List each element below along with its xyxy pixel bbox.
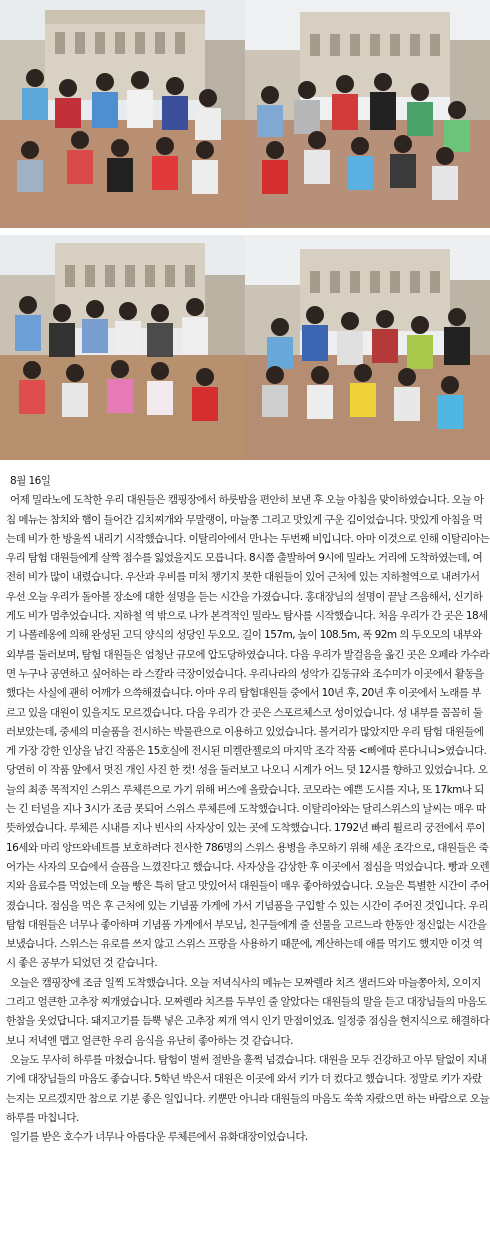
entry-date: 8월 16일 [10,475,51,487]
paragraph-3: 오늘도 무사히 하루를 마쳤습니다. 탐험이 벌써 절반을 훌쩍 넘겼습니다. 대원을 모두 건강하고 아무 탈없이 지내기에 대장님들의 마음도 좋습니다. 5학년 박은서 대원은 이곳에 와서 키가 더 컸다고 했습니다. 정말로 키가 자랐는지는 모르겠지만 참으로 기분 좋은 일입니다. 키뿐만 아니라 대원들의 마음도 쑥쑥 자랐으면 하는 바람으로 오늘 하루를 마칩니다. [6,1053,490,1124]
paragraph-2: 오늘은 캠핑장에 조금 일찍 도착했습니다. 오늘 저녁식사의 메뉴는 모짜렐라 치즈 샐러드와 마늘쫑아치, 오이지 그리고 얼큰한 고추장 찌개였습니다. 모짜렐라 치즈를 두부인 줄 알았다는 대원들의 말을 듣고 대장님들의 마음도 한참을 웃었답니다. 돼지고기를 듬뿍 넣은 고추장 찌개 역시 인기 만점이었죠. 일정중 점심을 현지식으로 해결하다 보니 저녁엔 맵고 얼큰한 우리 음식을 유난히 좋아하는 것 같습니다. [6,976,490,1047]
signature-line: 일기를 받은 호수가 너무나 아름다운 루체른에서 유화대장이었습니다. [10,1131,308,1144]
group-photo-1 [0,0,245,228]
paragraph-1: 어제 밀라노에 도착한 우리 대원들은 캠핑장에서 하룻밤을 편안히 보낸 후 오늘 아침을 맞이하였습니다. 오늘 아침 메뉴는 참치와 햄이 들어간 김치찌개와 무말랭이, 마늘쫑 그리고 맛있게 구운 김이었습니다. 맛있게 아침을 먹는데 비가 한 방울씩 내리기 시작했습니다. 이탈리아에서 만나는 두번째 비입니다. 아마 이것으로 인해 이탈리아는 우리 탐험 대원들에게 살짝 점수를 잃었을지도 모릅니다. 8시쯤 출발하여 9시에 밀라노 거리에 도착하였는데, 여전히 비가 많이 내렸습니다. 우산과 우비를 미처 챙기지 못한 대원들이 있어 근처에 있는 지하철역으로 내려가서 우선 오늘 우리가 돌아볼 장소에 대한 설명을 듣는 시간을 가졌습니다. 홍대장님의 설명이 끝날 즈음해서, 신기하게도 비가 멈추었습니다. 지하철 역 밖으로 나가 본격적인 밀라노 탐사를 시작했습니다. 처음 우리가 간 곳은 18세기 나폴레옹에 의해 완성된 고딕 양식의 성당인 두오모. 길이 157m, 높이 108.5m, 폭 92m 의 두오모의 내부와 외부를 둘러보며, 탐험 대원들은 엄청난 규모에 압도당하였습니다. 다음 우리가 발걸음을 옮긴 곳은 오페라 가수라면 누구나 공연하고 싶어하는 라 스칼라 극장이었습니다. 우리나라의 성악가 김동규와 조수미가 이곳에서 활동을 했다는 사실에 괜히 어깨가 으쓱해졌습니다. 아마 우리 탐험대원들 중에서 10년 후, 20년 후 이곳에서 노래를 부르고 있을 대원이 있을지도 모르겠습니다. 다음 우리가 간 곳은 스포르체스코 성이었습니다. 성 내부를 꼼꼼히 둘러보았는데, 중세의 미술품을 전시하는 박물관으로 이용하고 있었습니다. 볼거리가 많았지만 우리 탐험 대원들에게 가장 강한 인상을 남긴 작품은 15호실에 전시된 미켈란젤로의 마지막 조각 작품 <삐에따 론다니니>였습니다. 당연히 이 작품 앞에서 멋진 개인 사진 한 컷! 성을 둘러보고 나오니 시계가 어느 덧 12시를 향하고 있었습니다. 오늘의 최종 목적지인 스위스 루체른으로 가기 위해 버스에 올랐습니다. 코모라는 예쁜 도시를 지나, 또 17km나 되는 긴 터널을 지나 3시가 조금 못되어 스위스 루체른에 도착했습니다. 이탈리아와는 달리스위스의 날씨는 매우 따뜻하였습니다. 루체른 시내를 지나 빈사의 사자상이 있는 곳에 도착했습니다. 1792년 빠리 튈르리 궁전에서 루이 16세와 마리 앙뜨와네트를 보호하려다 전사한 786명의 스위스 용병을 추모하기 위해 세운 조각으로, 대원들은 죽어가는 사자의 모습에서 슬픔을 느꼈진다고 했습니다. 사자상을 감상한 후 이곳에서 점심을 먹었습니다. 빵과 오렌지와 음료수를 먹었는데 오늘 빵은 특히 달고 맛있어서 대원들이 매우 좋아하였습니다. 오늘은 특별한 시간이 주어졌습니다. 점심을 먹은 후 근처에 있는 기념품 가게에 가서 기념품을 구입할 수 있는 시간이 주어진 것입니다. 우리 탐험 대원들은 너무나 좋아하며 기념품 가게에서 부모님, 친구들에게 줄 선물을 고르느라 한동안 정신없는 시간을 보냈습니다. 스위스는 유로를 쓰지 않고 스위스 프랑을 사용하기 때문에, 계산하는데 애를 먹기도 했지만 이것 역시 좋은 공부가 되었던 것 같습니다. [6,494,490,970]
group-photo-2 [245,0,490,228]
diary-entry [6,472,490,1147]
group-photo-4 [245,235,490,460]
group-photo-3 [0,235,245,460]
